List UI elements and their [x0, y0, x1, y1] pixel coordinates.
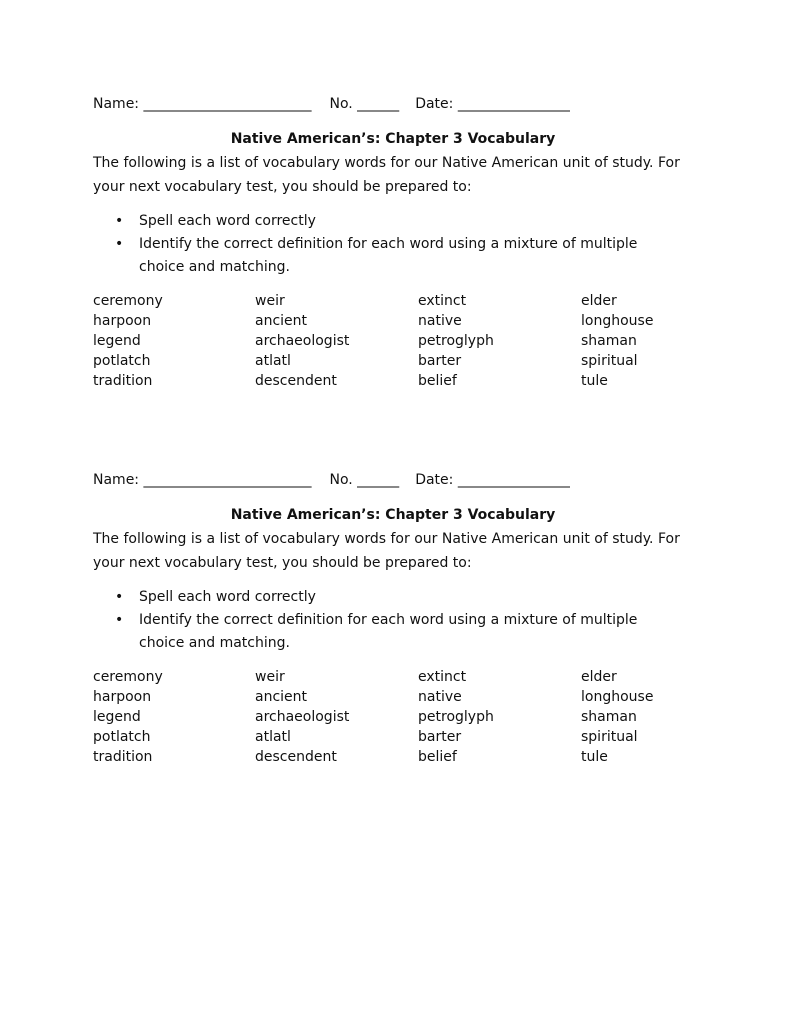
- vocab-word: extinct: [418, 293, 467, 309]
- vocab-word: extinct: [418, 669, 467, 685]
- vocab-word: archaeologist: [255, 333, 350, 349]
- vocab-word: spiritual: [581, 729, 638, 745]
- vocab-word: belief: [418, 373, 457, 389]
- student-info-line: [93, 470, 713, 490]
- requirement-text: Spell each word correctly: [139, 589, 316, 605]
- vocabulary-word-grid: [93, 667, 713, 767]
- sheet-title: Native American’s: Chapter 3 Vocabulary: [230, 131, 556, 147]
- requirements-list: [93, 210, 713, 279]
- vocab-word: petroglyph: [418, 333, 494, 349]
- vocab-word: ancient: [255, 689, 308, 705]
- bullet-icon: •: [115, 589, 124, 605]
- requirements-list: [93, 586, 713, 655]
- requirement-item: [93, 586, 679, 609]
- vocab-word: descendent: [255, 749, 337, 765]
- name-field-label: Name: ________________________: [93, 472, 312, 488]
- requirement-text: Spell each word correctly: [139, 213, 316, 229]
- vocab-word: spiritual: [581, 353, 638, 369]
- vocab-word: petroglyph: [418, 709, 494, 725]
- bullet-icon: •: [115, 612, 124, 628]
- date-field-label: Date: ________________: [415, 472, 570, 488]
- vocabulary-sheet-bottom: [93, 470, 713, 767]
- requirement-item: [93, 210, 679, 233]
- vocab-word: barter: [418, 353, 462, 369]
- vocab-word: harpoon: [93, 689, 152, 705]
- vocab-word: elder: [581, 669, 617, 685]
- requirement-item: [93, 233, 679, 279]
- intro-paragraph: The following is a list of vocabulary words for our Native American unit of study. For your next vocabulary test, you should be prepared to:: [93, 155, 680, 195]
- vocab-word: atlatl: [255, 729, 291, 745]
- vocab-word: tradition: [93, 373, 153, 389]
- number-field-label: No. ______: [329, 96, 400, 112]
- vocab-word: ancient: [255, 313, 308, 329]
- bullet-icon: •: [115, 236, 124, 252]
- requirement-text: Identify the correct definition for each word using a mixture of multiple choice and matching.: [139, 236, 638, 275]
- bullet-icon: •: [115, 213, 124, 229]
- vocab-word: ceremony: [93, 669, 163, 685]
- vocab-word: harpoon: [93, 313, 152, 329]
- vocab-word: native: [418, 313, 462, 329]
- student-info-line: [93, 94, 713, 114]
- name-field-label: Name: ________________________: [93, 96, 312, 112]
- vocabulary-sheet-top: [93, 94, 713, 391]
- vocab-word: tule: [581, 749, 608, 765]
- vocab-word: weir: [255, 669, 285, 685]
- vocab-word: belief: [418, 749, 457, 765]
- vocab-word: atlatl: [255, 353, 291, 369]
- vocab-word: descendent: [255, 373, 337, 389]
- vocab-word: archaeologist: [255, 709, 350, 725]
- vocab-word: longhouse: [581, 689, 654, 705]
- sheet-title: Native American’s: Chapter 3 Vocabulary: [230, 507, 556, 523]
- date-field-label: Date: ________________: [415, 96, 570, 112]
- number-field-label: No. ______: [329, 472, 400, 488]
- vocab-word: weir: [255, 293, 285, 309]
- vocab-word: tule: [581, 373, 608, 389]
- vocab-word: ceremony: [93, 293, 163, 309]
- intro-paragraph: The following is a list of vocabulary words for our Native American unit of study. For your next vocabulary test, you should be prepared to:: [93, 531, 680, 571]
- vocab-word: legend: [93, 333, 141, 349]
- requirement-item: [93, 609, 679, 655]
- vocabulary-word-grid: [93, 291, 713, 391]
- vocab-word: shaman: [581, 709, 637, 725]
- vocab-word: shaman: [581, 333, 637, 349]
- vocab-word: longhouse: [581, 313, 654, 329]
- vocab-word: potlatch: [93, 353, 151, 369]
- vocab-word: barter: [418, 729, 462, 745]
- vocab-word: legend: [93, 709, 141, 725]
- vocab-word: tradition: [93, 749, 153, 765]
- vocab-word: elder: [581, 293, 617, 309]
- vocab-word: potlatch: [93, 729, 151, 745]
- vocab-word: native: [418, 689, 462, 705]
- requirement-text: Identify the correct definition for each word using a mixture of multiple choice and matching.: [139, 612, 638, 651]
